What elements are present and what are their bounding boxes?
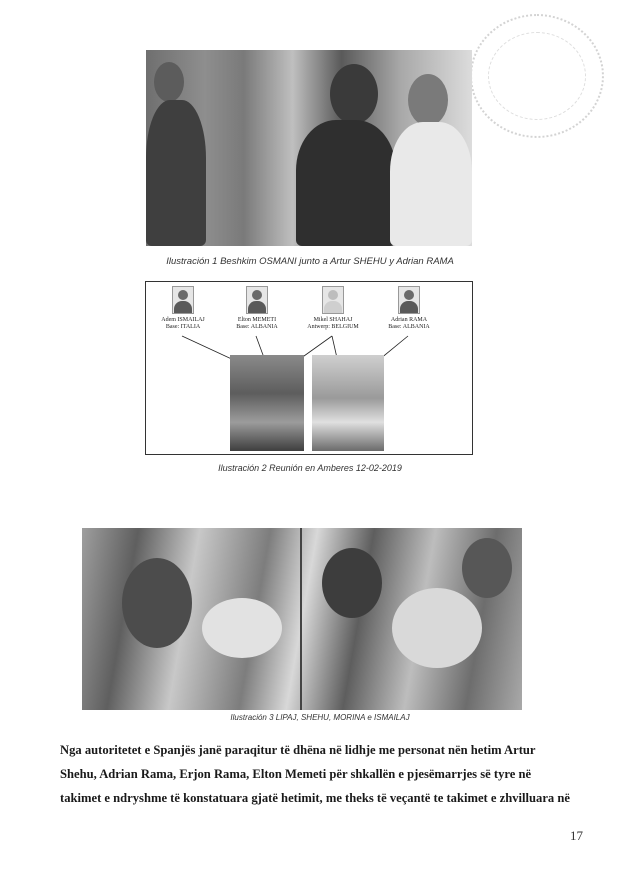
- official-stamp: [470, 14, 604, 138]
- portrait-image: [322, 286, 344, 314]
- portrait-image: [246, 286, 268, 314]
- figure-1-caption: Ilustración 1 Beshkim OSMANI junto a Artur SHEHU y Adrian RAMA: [166, 256, 454, 267]
- portrait-image: [398, 286, 420, 314]
- person-name: Adrian RAMA: [390, 317, 428, 323]
- figure-2-diagram: [145, 281, 473, 455]
- body-line: Shehu, Adrian Rama, Erjon Rama, Elton Memeti për shkallën e pjesëmarrjes së tyre në: [60, 767, 532, 781]
- figure-3-photo: [82, 528, 522, 710]
- person-name: Elton MEMETI: [237, 317, 277, 323]
- figure-2-caption: Ilustración 2 Reunión en Amberes 12-02-2019: [218, 463, 402, 473]
- meeting-photo-left: [230, 355, 304, 451]
- person-card: [296, 286, 370, 331]
- person-name: Adem ISMAILAJ: [161, 317, 205, 323]
- body-paragraph: [60, 738, 580, 810]
- portrait-image: [172, 286, 194, 314]
- figure-1-photo: [146, 50, 472, 246]
- figure-3-caption: Ilustración 3 LIPAJ, SHEHU, MORINA e ISMAILAJ: [230, 713, 410, 722]
- person-card: [220, 286, 294, 331]
- person-location: Base: ALBANIA: [388, 324, 430, 330]
- body-line: takimet e ndryshme të konstatuara gjatë hetimit, me theks të veçantë te takimet e zhvilluara në: [60, 791, 570, 805]
- body-line: Nga autoritetet e Spanjës janë paraqitur të dhëna në lidhje me personat nën hetim Artur: [60, 743, 536, 757]
- person-card: [146, 286, 220, 331]
- person-location: Antwerp: BELGIUM: [307, 324, 359, 330]
- page-number: 17: [570, 828, 583, 843]
- person-location: Base: ALBANIA: [236, 324, 278, 330]
- person-card: [372, 286, 446, 331]
- person-name: Mikel SHAHAJ: [313, 317, 353, 323]
- person-location: Base: ITALIA: [165, 324, 201, 330]
- meeting-photo-right: [312, 355, 384, 451]
